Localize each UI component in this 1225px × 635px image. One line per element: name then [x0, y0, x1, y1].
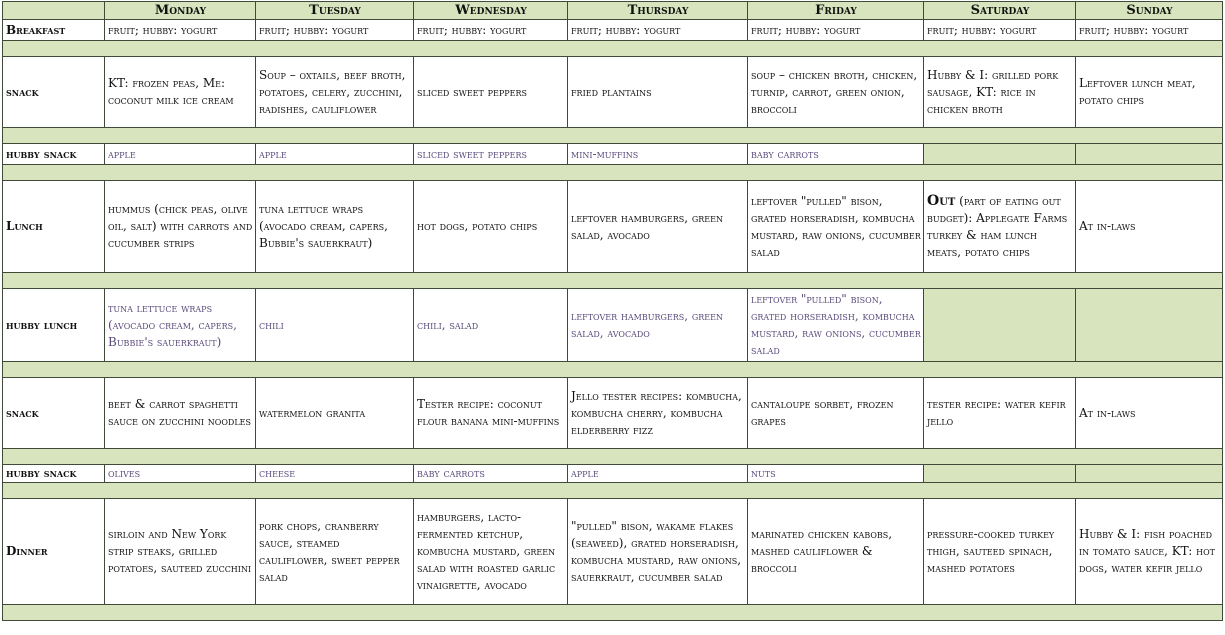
meal-plan-table	[2, 1, 1223, 621]
lunch-saturday-emphasis: Out	[927, 192, 956, 209]
day-header-sunday: Sunday	[1076, 2, 1223, 20]
cell-hubby-snack2-friday: nuts	[748, 465, 924, 483]
separator-row	[3, 449, 1223, 465]
cell-hubby-lunch-thursday: leftover hamburgers, green salad, avocado	[568, 289, 748, 362]
row-label-hubby-snack-2: hubby snack	[3, 465, 105, 483]
cell-snack1-thursday: fried plantains	[568, 57, 748, 128]
cell-snack1-wednesday: sliced sweet peppers	[414, 57, 568, 128]
row-snack-morning	[3, 57, 1223, 128]
header-row	[3, 2, 1223, 20]
separator-row	[3, 41, 1223, 57]
row-label-snack-2: snack	[3, 378, 105, 449]
row-hubby-snack-morning	[3, 144, 1223, 165]
lunch-saturday-text: (part of eating out budget): Applegate Farms turkey & ham lunch meats, potato chips	[927, 193, 1068, 259]
row-hubby-lunch	[3, 289, 1223, 362]
row-label-snack: snack	[3, 57, 105, 128]
row-breakfast	[3, 20, 1223, 41]
cell-hubby-lunch-saturday-empty	[924, 289, 1076, 362]
cell-snack2-monday: beet & carrot spaghetti sauce on zucchini noodles	[105, 378, 256, 449]
row-snack-afternoon	[3, 378, 1223, 449]
cell-snack2-friday: cantaloupe sorbet, frozen grapes	[748, 378, 924, 449]
cell-hubby-snack1-tuesday: apple	[256, 144, 414, 165]
cell-breakfast-saturday: fruit; hubby: yogurt	[924, 20, 1076, 41]
row-label-dinner: Dinner	[3, 499, 105, 605]
cell-hubby-snack1-saturday-empty	[924, 144, 1076, 165]
cell-lunch-friday: leftover "pulled" bison, grated horseradish, kombucha mustard, raw onions, cucumber salad	[748, 181, 924, 273]
cell-hubby-snack2-sunday-empty	[1076, 465, 1223, 483]
day-header-saturday: Saturday	[924, 2, 1076, 20]
cell-hubby-snack2-monday: olives	[105, 465, 256, 483]
cell-hubby-snack1-wednesday: sliced sweet peppers	[414, 144, 568, 165]
cell-lunch-monday: hummus (chick peas, olive oil, salt) with carrots and cucumber strips	[105, 181, 256, 273]
cell-hubby-lunch-monday: tuna lettuce wraps (avocado cream, capers, Bubbie's sauerkraut)	[105, 289, 256, 362]
cell-dinner-saturday: pressure-cooked turkey thigh, sauteed spinach, mashed potatoes	[924, 499, 1076, 605]
cell-breakfast-tuesday: fruit; hubby: yogurt	[256, 20, 414, 41]
day-header-wednesday: Wednesday	[414, 2, 568, 20]
day-header-thursday: Thursday	[568, 2, 748, 20]
cell-hubby-lunch-wednesday: chili, salad	[414, 289, 568, 362]
cell-snack2-thursday: Jello tester recipes: kombucha, kombucha cherry, kombucha elderberry fizz	[568, 378, 748, 449]
row-label-hubby-snack: hubby snack	[3, 144, 105, 165]
row-dinner	[3, 499, 1223, 605]
cell-hubby-snack2-thursday: apple	[568, 465, 748, 483]
cell-snack2-saturday: tester recipe: water kefir jello	[924, 378, 1076, 449]
cell-lunch-thursday: leftover hamburgers, green salad, avocado	[568, 181, 748, 273]
cell-snack1-sunday: Leftover lunch meat, potato chips	[1076, 57, 1223, 128]
cell-dinner-thursday: "pulled" bison, wakame flakes (seaweed), grated horseradish, kombucha mustard, raw onions, sauerkraut, cucumber salad	[568, 499, 748, 605]
row-label-hubby-lunch: hubby lunch	[3, 289, 105, 362]
cell-snack1-friday: soup – chicken broth, chicken, turnip, carrot, green onion, broccoli	[748, 57, 924, 128]
cell-hubby-lunch-sunday-empty	[1076, 289, 1223, 362]
corner-cell	[3, 2, 105, 20]
cell-hubby-snack1-sunday-empty	[1076, 144, 1223, 165]
cell-hubby-lunch-friday: leftover "pulled" bison, grated horseradish, kombucha mustard, raw onions, cucumber salad	[748, 289, 924, 362]
cell-hubby-snack2-saturday-empty	[924, 465, 1076, 483]
cell-breakfast-wednesday: fruit; hubby: yogurt	[414, 20, 568, 41]
cell-breakfast-monday: fruit; hubby: yogurt	[105, 20, 256, 41]
row-hubby-snack-afternoon	[3, 465, 1223, 483]
cell-dinner-monday: sirloin and New York strip steaks, grilled potatoes, sauteed zucchini	[105, 499, 256, 605]
separator-row	[3, 362, 1223, 378]
cell-lunch-saturday	[924, 181, 1076, 273]
cell-snack1-tuesday: Soup – oxtails, beef broth, potatoes, celery, zucchini, radishes, cauliflower	[256, 57, 414, 128]
cell-breakfast-sunday: fruit; hubby: yogurt	[1076, 20, 1223, 41]
separator-row	[3, 128, 1223, 144]
cell-hubby-snack1-thursday: mini-muffins	[568, 144, 748, 165]
cell-dinner-tuesday: pork chops, cranberry sauce, steamed cauliflower, sweet pepper salad	[256, 499, 414, 605]
cell-breakfast-thursday: fruit; hubby: yogurt	[568, 20, 748, 41]
day-header-monday: Monday	[105, 2, 256, 20]
cell-lunch-wednesday: hot dogs, potato chips	[414, 181, 568, 273]
cell-snack2-sunday: At in-laws	[1076, 378, 1223, 449]
cell-dinner-wednesday: hamburgers, lacto-fermented ketchup, kombucha mustard, green salad with roasted garlic vinaigrette, avocado	[414, 499, 568, 605]
cell-snack1-saturday: Hubby & I: grilled pork sausage, KT: rice in chicken broth	[924, 57, 1076, 128]
cell-lunch-tuesday: tuna lettuce wraps (avocado cream, capers, Bubbie's sauerkraut)	[256, 181, 414, 273]
separator-row	[3, 165, 1223, 181]
cell-breakfast-friday: fruit; hubby: yogurt	[748, 20, 924, 41]
cell-lunch-sunday: At in-laws	[1076, 181, 1223, 273]
separator-row	[3, 605, 1223, 621]
row-label-breakfast: Breakfast	[3, 20, 105, 41]
row-lunch	[3, 181, 1223, 273]
row-label-lunch: Lunch	[3, 181, 105, 273]
cell-hubby-snack2-tuesday: cheese	[256, 465, 414, 483]
cell-hubby-snack1-monday: apple	[105, 144, 256, 165]
cell-snack2-tuesday: watermelon granita	[256, 378, 414, 449]
day-header-friday: Friday	[748, 2, 924, 20]
separator-row	[3, 273, 1223, 289]
cell-hubby-snack2-wednesday: baby carrots	[414, 465, 568, 483]
separator-row	[3, 483, 1223, 499]
cell-hubby-snack1-friday: baby carrots	[748, 144, 924, 165]
day-header-tuesday: Tuesday	[256, 2, 414, 20]
cell-snack2-wednesday: Tester recipe: coconut flour banana mini-muffins	[414, 378, 568, 449]
cell-hubby-lunch-tuesday: chili	[256, 289, 414, 362]
cell-dinner-friday: marinated chicken kabobs, mashed cauliflower & broccoli	[748, 499, 924, 605]
cell-snack1-monday: KT: frozen peas, Me: coconut milk ice cream	[105, 57, 256, 128]
cell-dinner-sunday: Hubby & I: fish poached in tomato sauce, KT: hot dogs, water kefir jello	[1076, 499, 1223, 605]
